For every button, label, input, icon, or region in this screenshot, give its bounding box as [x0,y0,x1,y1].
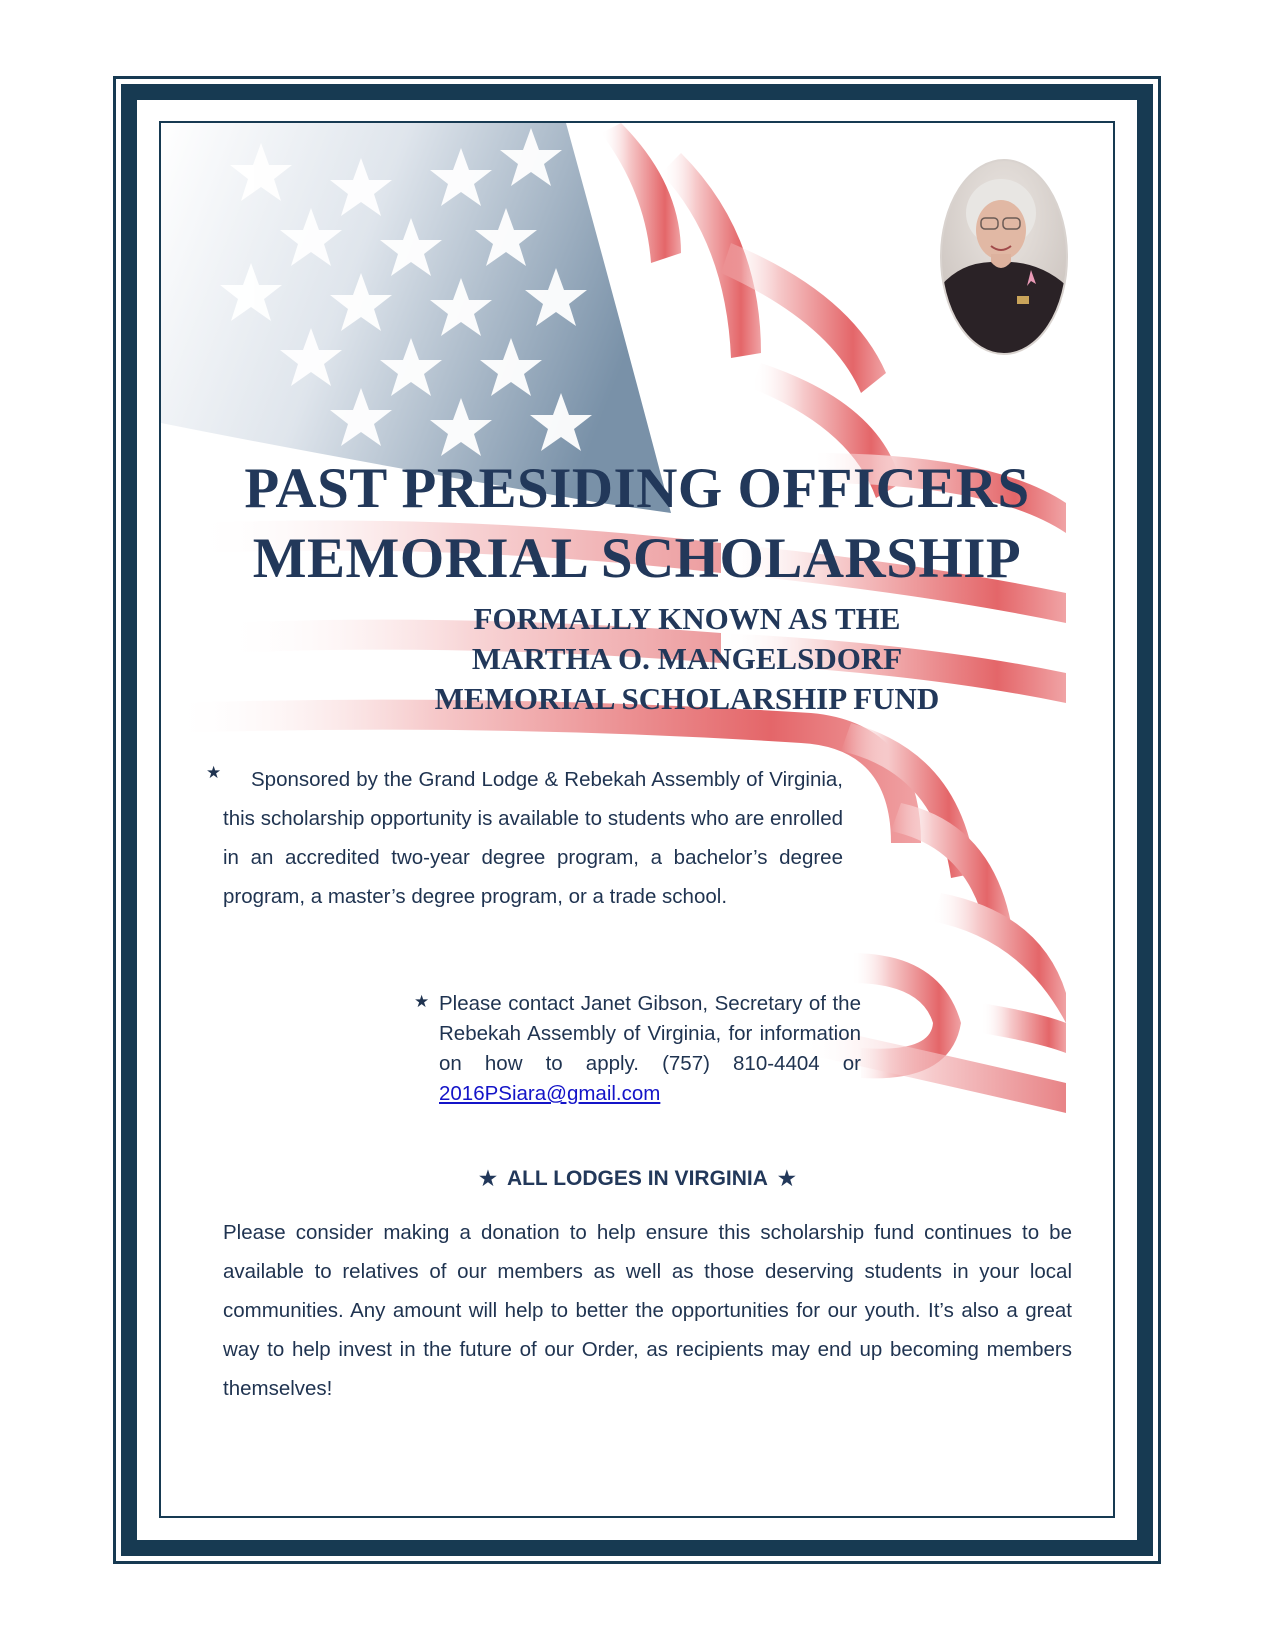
star-icon: ★ [414,992,430,1011]
contact-paragraph [439,989,861,1109]
contact-email-link[interactable]: 2016PSiara@gmail.com [439,1082,661,1105]
subtitle-line-1: FORMALLY KNOWN AS THE [473,601,901,636]
contact-text: Please contact Janet Gibson, Secretary of the Rebekah Assembly of Virginia, for information on how to apply. (757) 810-4404 or [439,992,861,1075]
star-icon: ★ [479,1168,497,1190]
subtitle-line-2: MARTHA O. MANGELSDORF [471,641,903,676]
portrait-photo [939,158,1069,356]
star-icon: ★ [777,1168,796,1190]
donation-paragraph: Please consider making a donation to help ensure this scholarship fund continues to be available to relatives of our members as well as those deserving students in your local communities. Any amount will help to better the opportunities for our youth. It’s also a great way to help invest in the future of our Order, as recipients may end up becoming members themselves! [223,1221,1072,1400]
page-content [159,121,1115,1518]
subtitle-line-3: MEMORIAL SCHOLARSHIP FUND [434,681,940,716]
sponsor-paragraph: Sponsored by the Grand Lodge & Rebekah Assembly of Virginia, this scholarship opportunity is available to students who are enrolled in an accredited two-year degree program, a bachelor’s degree program, a master’s degree program, or a trade school. [223,768,843,908]
star-icon: ★ [206,763,222,782]
page-title-line-1: PAST PRESIDING OFFICERS [244,457,1030,520]
lodges-heading-text: ALL LODGES IN VIRGINIA [506,1166,768,1190]
page-title-line-2: MEMORIAL SCHOLARSHIP [252,527,1022,590]
lodges-heading [479,1166,796,1191]
